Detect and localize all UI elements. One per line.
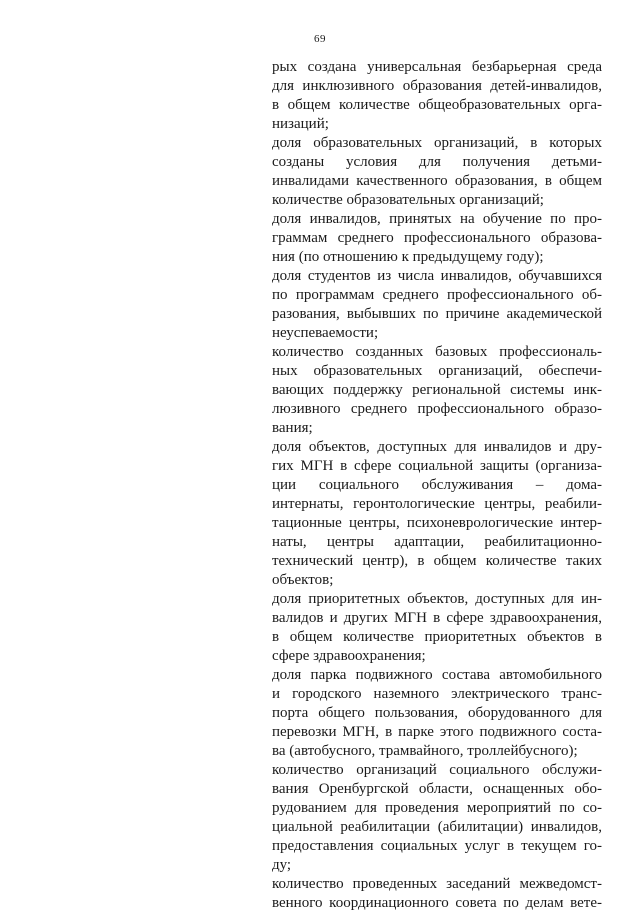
text-line: циальной реабилитации (абилитации) инвалидов, <box>272 819 602 835</box>
text-line: доля объектов, доступных для инвалидов и дру- <box>272 439 602 455</box>
text-line: ва (автобусного, трамвайного, троллейбусного); <box>272 743 578 759</box>
text-line: технический центр), в общем количестве таких <box>272 553 602 569</box>
text-line: рудованием для проведения мероприятий по со- <box>272 800 602 816</box>
text-line: граммам среднего профессионального образова- <box>272 230 602 246</box>
text-line: созданы условия для получения детьми- <box>272 154 602 170</box>
text-line: доля студентов из числа инвалидов, обучавшихся <box>272 268 602 284</box>
text-line: и городского наземного электрического транс- <box>272 686 602 702</box>
text-line: перевозки МГН, в парке этого подвижного соста- <box>272 724 602 740</box>
page-number: 69 <box>314 33 326 45</box>
text-line: объектов; <box>272 572 334 588</box>
text-line: вания; <box>272 420 313 436</box>
text-line: для инклюзивного образования детей-инвалидов, <box>272 78 602 94</box>
text-line: по программам среднего профессионального об- <box>272 287 602 303</box>
text-line: доля приоритетных объектов, доступных для ин- <box>272 591 602 607</box>
text-line: предоставления социальных услуг в текущем го- <box>272 838 602 854</box>
text-line: венного координационного совета по делам вете- <box>272 895 602 911</box>
text-line: вания Оренбургской области, оснащенных обо- <box>272 781 602 797</box>
text-line: интернаты, геронтологические центры, реабили- <box>272 496 602 512</box>
text-line: гих МГН в сфере социальной защиты (организа- <box>272 458 602 474</box>
text-line: ду; <box>272 857 292 873</box>
document-text-column <box>272 58 602 913</box>
text-line: неуспеваемости; <box>272 325 379 341</box>
text-line: ных образовательных организаций, обеспечи- <box>272 363 602 379</box>
text-line: количество проведенных заседаний межведомст- <box>272 876 602 892</box>
text-line: наты, центры адаптации, реабилитационно- <box>272 534 602 550</box>
text-line: тационные центры, психоневрологические интер- <box>272 515 602 531</box>
text-line: разования, выбывших по причине академической <box>272 306 602 322</box>
text-line: доля инвалидов, принятых на обучение по про- <box>272 211 602 227</box>
text-line: ции социального обслуживания – дома- <box>272 477 602 493</box>
text-line: количество организаций социального обслужи- <box>272 762 602 778</box>
text-line: валидов и других МГН в сфере здравоохранения, <box>272 610 602 626</box>
text-line: сфере здравоохранения; <box>272 648 426 664</box>
text-line: рых создана универсальная безбарьерная среда <box>272 59 602 75</box>
text-line: порта общего пользования, оборудованного для <box>272 705 602 721</box>
text-line: доля образовательных организаций, в которых <box>272 135 602 151</box>
text-line: в общем количестве приоритетных объектов в <box>272 629 602 645</box>
text-line: количество созданных базовых профессиональ- <box>272 344 602 360</box>
text-line: низаций; <box>272 116 329 132</box>
text-line: доля парка подвижного состава автомобильного <box>272 667 602 683</box>
text-line: ния (по отношению к предыдущему году); <box>272 249 544 265</box>
text-line: в общем количестве общеобразовательных орга- <box>272 97 602 113</box>
text-line: люзивного среднего профессионального образо- <box>272 401 602 417</box>
text-line: количестве образовательных организаций; <box>272 192 544 208</box>
text-line: вающих поддержку региональной системы инк- <box>272 382 602 398</box>
text-line: инвалидами качественного образования, в общем <box>272 173 602 189</box>
